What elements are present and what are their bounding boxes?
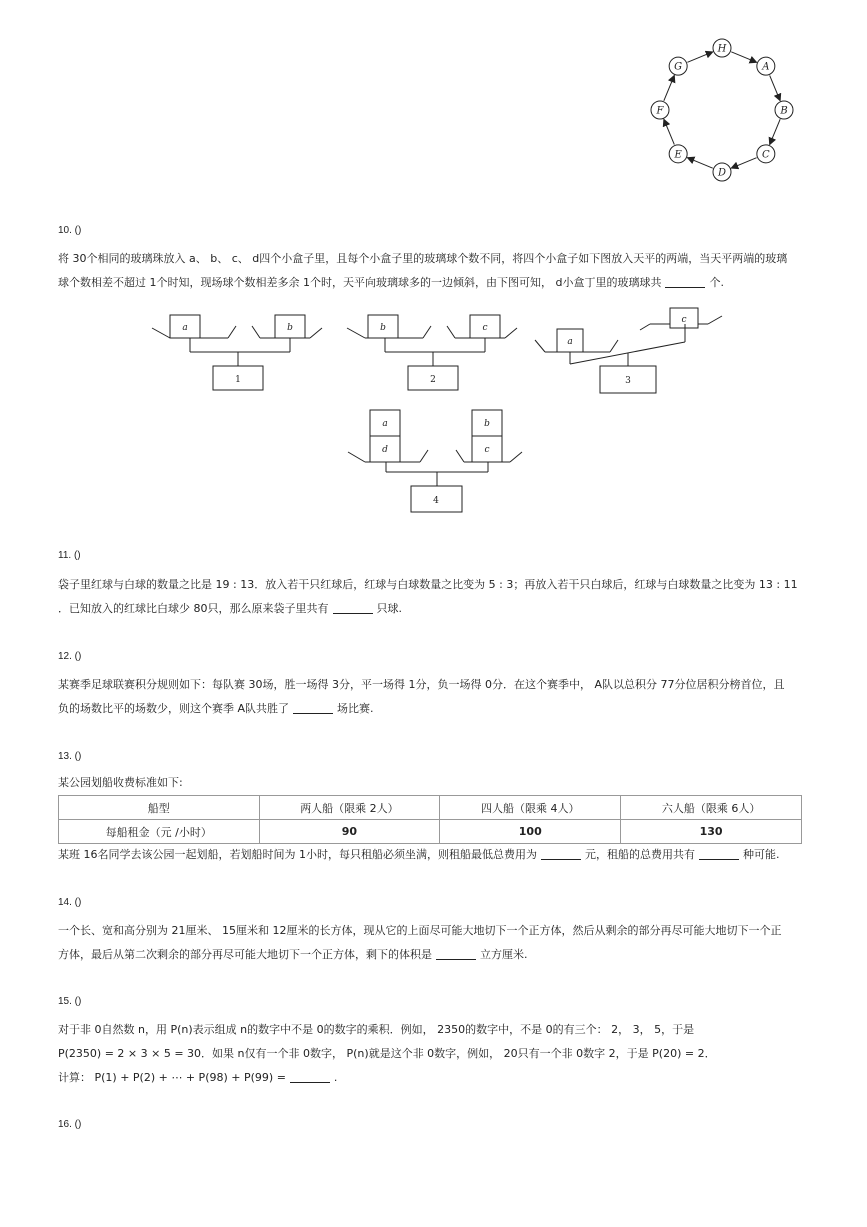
scale-4-left-top-box: a — [382, 419, 388, 429]
scale-4-left-bottom-box: d — [382, 445, 388, 455]
question-number-11: 11. () — [58, 550, 81, 561]
q15-line1: 对于非 0自然数 n，用 P(n)表示组成 n的数字中不是 0的数字的乘积．例如， 2350的数字中，不是 0的有三个： 2， 3， 5，于是 — [58, 1023, 695, 1036]
cycle-arrow — [664, 75, 675, 100]
scale-3-right-box: c — [681, 315, 687, 325]
question-10-text — [58, 247, 818, 295]
scale-2-label: 2 — [430, 375, 436, 385]
scale-4-label: 4 — [433, 496, 439, 506]
table-header-cell: 船型 — [59, 796, 260, 820]
q14-line2: 方体，最后从第二次剩余的部分再尽可能大地切下一个正方体，剩下的体积是 — [58, 948, 432, 961]
table-cell: 100 — [440, 820, 621, 844]
q14-line1: 一个长、宽和高分别为 21厘米、 15厘米和 12厘米的长方体，现从它的上面尽可能大地切下一个正方体，然后从剩余的部分再尽可能大地切下一个正 — [58, 924, 782, 937]
q13-text-c: 种可能. — [743, 848, 780, 861]
scale-2-left-box: b — [380, 323, 386, 333]
cycle-arrow — [731, 158, 756, 169]
answer-blank-14[interactable] — [436, 947, 476, 960]
table-cell: 90 — [259, 820, 440, 844]
scale-1-left-box: a — [182, 323, 188, 333]
table-header-cell: 两人船（限乘 2人） — [259, 796, 440, 820]
question-12-text — [58, 673, 818, 721]
q13-question — [58, 843, 838, 867]
cycle-node-label: D — [717, 167, 727, 179]
scale-4-right-top-box: b — [484, 419, 490, 429]
scale-4-right-bottom-box: c — [484, 445, 490, 455]
table-header-cell: 四人船（限乘 4人） — [440, 796, 621, 820]
cycle-diagram — [640, 30, 810, 190]
question-14-text — [58, 919, 818, 967]
question-number-13: 13. () — [58, 751, 82, 762]
answer-blank-13b[interactable] — [699, 847, 739, 860]
q13-text-a: 某班 16名同学去该公园一起划船，若划船时间为 1小时，每只租船必须坐满，则租船最低总费用为 — [58, 848, 537, 861]
q10-line2-end: 个. — [709, 276, 724, 289]
cycle-node-label: A — [762, 61, 770, 73]
q13-text-b: 元，租船的总费用共有 — [585, 848, 695, 861]
answer-blank-15[interactable] — [290, 1070, 330, 1083]
q12-line1: 某赛季足球联赛积分规则如下：每队赛 30场，胜一场得 3分，平一场得 1分，负一场得 0分．在这个赛季中， A队以总积分 77分位居积分榜首位，且 — [58, 678, 785, 691]
q12-line2-end: 场比赛. — [337, 702, 374, 715]
cycle-node-label: H — [717, 43, 727, 55]
q14-line2-end: 立方厘米. — [480, 948, 528, 961]
cycle-arrow — [687, 158, 712, 169]
q10-line2: 球个数相差不超过 1个时知，现场球个数相差多余 1个时，天平向玻璃球多的一边倾斜，由下图可知， d小盒丁里的玻璃球共 — [58, 276, 662, 289]
answer-blank-13a[interactable] — [541, 847, 581, 860]
question-number-16: 16. () — [58, 1119, 82, 1130]
table-header-row — [59, 796, 802, 820]
q11-line2-end: 只球. — [376, 602, 402, 615]
question-number-12: 12. () — [58, 651, 82, 662]
scale-3-label: 3 — [625, 376, 631, 386]
cycle-node-label: E — [674, 149, 682, 161]
q12-line2: 负的场数比平的场数少，则这个赛季 A队共胜了 — [58, 702, 290, 715]
cycle-arrow — [770, 75, 781, 100]
q13-intro: 某公园划船收费标准如下: — [58, 776, 183, 789]
balance-scales-figure — [140, 300, 740, 520]
question-11-text — [58, 573, 818, 621]
table-cell: 130 — [621, 820, 802, 844]
table-header-cell: 六人船（限乘 6人） — [621, 796, 802, 820]
scale-2-right-box: c — [482, 323, 488, 333]
q10-line1: 将 30个相同的玻璃珠放入 a、 b、 c、 d四个小盒子里，且每个小盒子里的玻璃球个数不同，将四个小盒子如下图放入天平的两端，当天平两端的玻璃 — [58, 252, 788, 265]
cycle-node-label: B — [780, 105, 788, 117]
scale-3-left-box: a — [567, 337, 573, 347]
table-row — [59, 820, 802, 844]
answer-blank-11[interactable] — [333, 601, 373, 614]
q15-line3-end: . — [333, 1071, 338, 1084]
question-number-14: 14. () — [58, 897, 82, 908]
q11-line2: ．已知放入的红球比白球少 80只，那么原来袋子里共有 — [58, 602, 329, 615]
cycle-node-label: G — [674, 61, 683, 73]
boat-fee-table — [58, 795, 802, 844]
q11-line1: 袋子里红球与白球的数量之比是 19 : 13．放入若干只红球后，红球与白球数量之比变为 5 : 3；再放入若干只白球后，红球与白球数量之比变为 13 : 11 — [58, 578, 798, 591]
question-number-10: 10. () — [58, 225, 82, 236]
cycle-node-label: F — [656, 105, 664, 117]
question-15-text — [58, 1018, 818, 1090]
cycle-arrow — [664, 119, 675, 144]
answer-blank-12[interactable] — [293, 701, 333, 714]
scale-1-label: 1 — [235, 375, 241, 385]
answer-blank-10[interactable] — [665, 275, 705, 288]
table-cell: 每船租金（元 /小时） — [59, 820, 260, 844]
cycle-node-label: C — [762, 149, 770, 161]
q15-line2: P(2350) = 2 × 3 × 5 = 30．如果 n仅有一个非 0数字， P(n)就是这个非 0数字，例如， 20只有一个非 0数字 2，于是 P(20) = 2． — [58, 1047, 716, 1060]
scale-1-right-box: b — [287, 323, 293, 333]
question-number-15: 15. () — [58, 996, 82, 1007]
q15-line3: 计算： P(1) + P(2) + ⋯ + P(98) + P(99) = — [58, 1071, 286, 1084]
cycle-arrow — [770, 119, 781, 144]
cycle-arrow — [687, 52, 712, 63]
cycle-arrow — [731, 52, 756, 63]
